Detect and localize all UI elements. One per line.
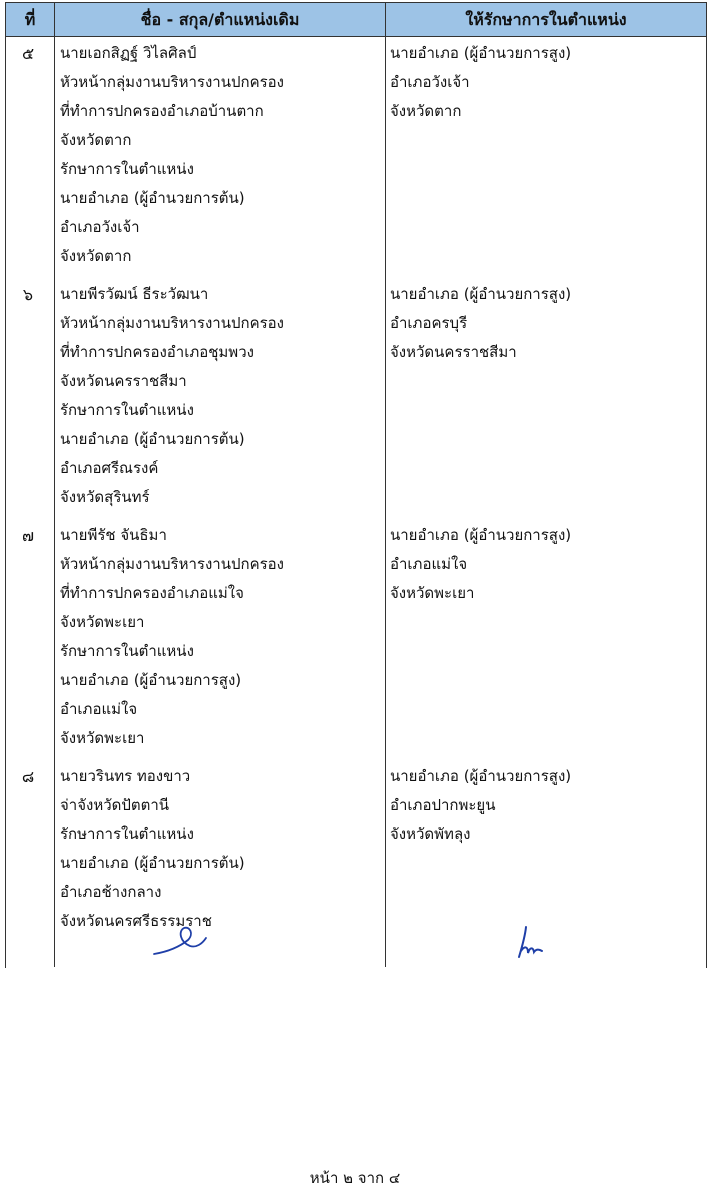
province-line: จังหวัดสุรินทร์	[60, 488, 150, 506]
acting-position-cell	[390, 39, 571, 126]
office-line: ที่ทำการปกครองอำเภอบ้านตาก	[60, 102, 264, 120]
acting-line: รักษาการในตำแหน่ง	[60, 160, 194, 178]
province-line: จังหวัดนครศรีธรรมราช	[60, 912, 212, 930]
position-line: นายอำเภอ (ผู้อำนวยการสูง)	[390, 526, 572, 544]
position-line: หัวหน้ากลุ่มงานบริหารงานปกครอง	[60, 73, 285, 91]
province-line: จังหวัดนครราชสีมา	[390, 343, 517, 361]
district-line: อำเภอวังเจ้า	[60, 218, 140, 236]
province-line: จังหวัดตาก	[60, 131, 132, 149]
district-line: อำเภอครบุรี	[390, 314, 468, 332]
district-line: อำเภอปากพะยูน	[390, 796, 496, 814]
name-line: นายวรินทร ทองขาว	[60, 767, 191, 785]
province-line: จังหวัดพะเยา	[60, 613, 145, 631]
header-original-position: ชื่อ - สกุล/ตำแหน่งเดิม	[140, 10, 300, 29]
district-line: อำเภอช้างกลาง	[60, 883, 162, 901]
district-line: อำเภอวังเจ้า	[390, 73, 470, 91]
acting-position-line: นายอำเภอ (ผู้อำนวยการต้น)	[60, 430, 245, 448]
province-line: จังหวัดพัทลุง	[390, 825, 471, 843]
district-line: อำเภอแม่ใจ	[60, 700, 138, 718]
position-line: หัวหน้ากลุ่มงานบริหารงานปกครอง	[60, 555, 285, 573]
acting-line: รักษาการในตำแหน่ง	[60, 401, 194, 419]
district-line: อำเภอแม่ใจ	[390, 555, 468, 573]
district-line: อำเภอศรีณรงค์	[60, 459, 159, 477]
position-line: นายอำเภอ (ผู้อำนวยการสูง)	[390, 285, 572, 303]
province-line: จังหวัดตาก	[60, 247, 132, 265]
acting-position-line: นายอำเภอ (ผู้อำนวยการสูง)	[60, 671, 242, 689]
signature-mark-right	[516, 925, 546, 961]
name-line: นายเอกสิฏฐ์ วิไลศิลป์	[60, 44, 197, 62]
office-line: ที่ทำการปกครองอำเภอชุมพวง	[60, 343, 254, 361]
position-line: จ่าจังหวัดปัตตานี	[60, 796, 170, 814]
acting-position-line: นายอำเภอ (ผู้อำนวยการต้น)	[60, 854, 245, 872]
acting-line: รักษาการในตำแหน่ง	[60, 642, 194, 660]
province-line: จังหวัดพะเยา	[60, 729, 145, 747]
original-position-cell	[60, 762, 245, 936]
original-position-cell	[60, 280, 284, 512]
row-number: ๗	[21, 526, 35, 545]
name-line: นายพีรวัฒน์ ธีระวัฒนา	[60, 285, 209, 303]
name-line: นายพีรัช จันธิมา	[60, 526, 167, 544]
signature-mark-left	[150, 918, 210, 960]
province-line: จังหวัดตาก	[390, 102, 462, 120]
header-no: ที่	[24, 10, 36, 29]
row-number: ๖	[22, 285, 34, 304]
province-line: จังหวัดนครราชสีมา	[60, 372, 187, 390]
page-number: หน้า ๒ จาก ๔	[309, 1169, 401, 1187]
acting-position-cell	[390, 280, 571, 367]
column-divider	[385, 3, 386, 967]
position-line: นายอำเภอ (ผู้อำนวยการสูง)	[390, 44, 572, 62]
acting-position-cell	[390, 521, 571, 608]
position-line: หัวหน้ากลุ่มงานบริหารงานปกครอง	[60, 314, 285, 332]
original-position-cell	[60, 39, 284, 271]
original-position-cell	[60, 521, 284, 753]
office-line: ที่ทำการปกครองอำเภอแม่ใจ	[60, 584, 244, 602]
column-divider	[54, 3, 55, 967]
table-header	[6, 3, 706, 37]
province-line: จังหวัดพะเยา	[390, 584, 475, 602]
acting-line: รักษาการในตำแหน่ง	[60, 825, 194, 843]
row-number: ๕	[21, 44, 35, 63]
acting-position-cell	[390, 762, 571, 849]
acting-position-line: นายอำเภอ (ผู้อำนวยการต้น)	[60, 189, 245, 207]
position-line: นายอำเภอ (ผู้อำนวยการสูง)	[390, 767, 572, 785]
appointment-table	[5, 2, 707, 968]
row-number: ๘	[21, 767, 35, 786]
header-acting-position: ให้รักษาการในตำแหน่ง	[465, 10, 627, 29]
